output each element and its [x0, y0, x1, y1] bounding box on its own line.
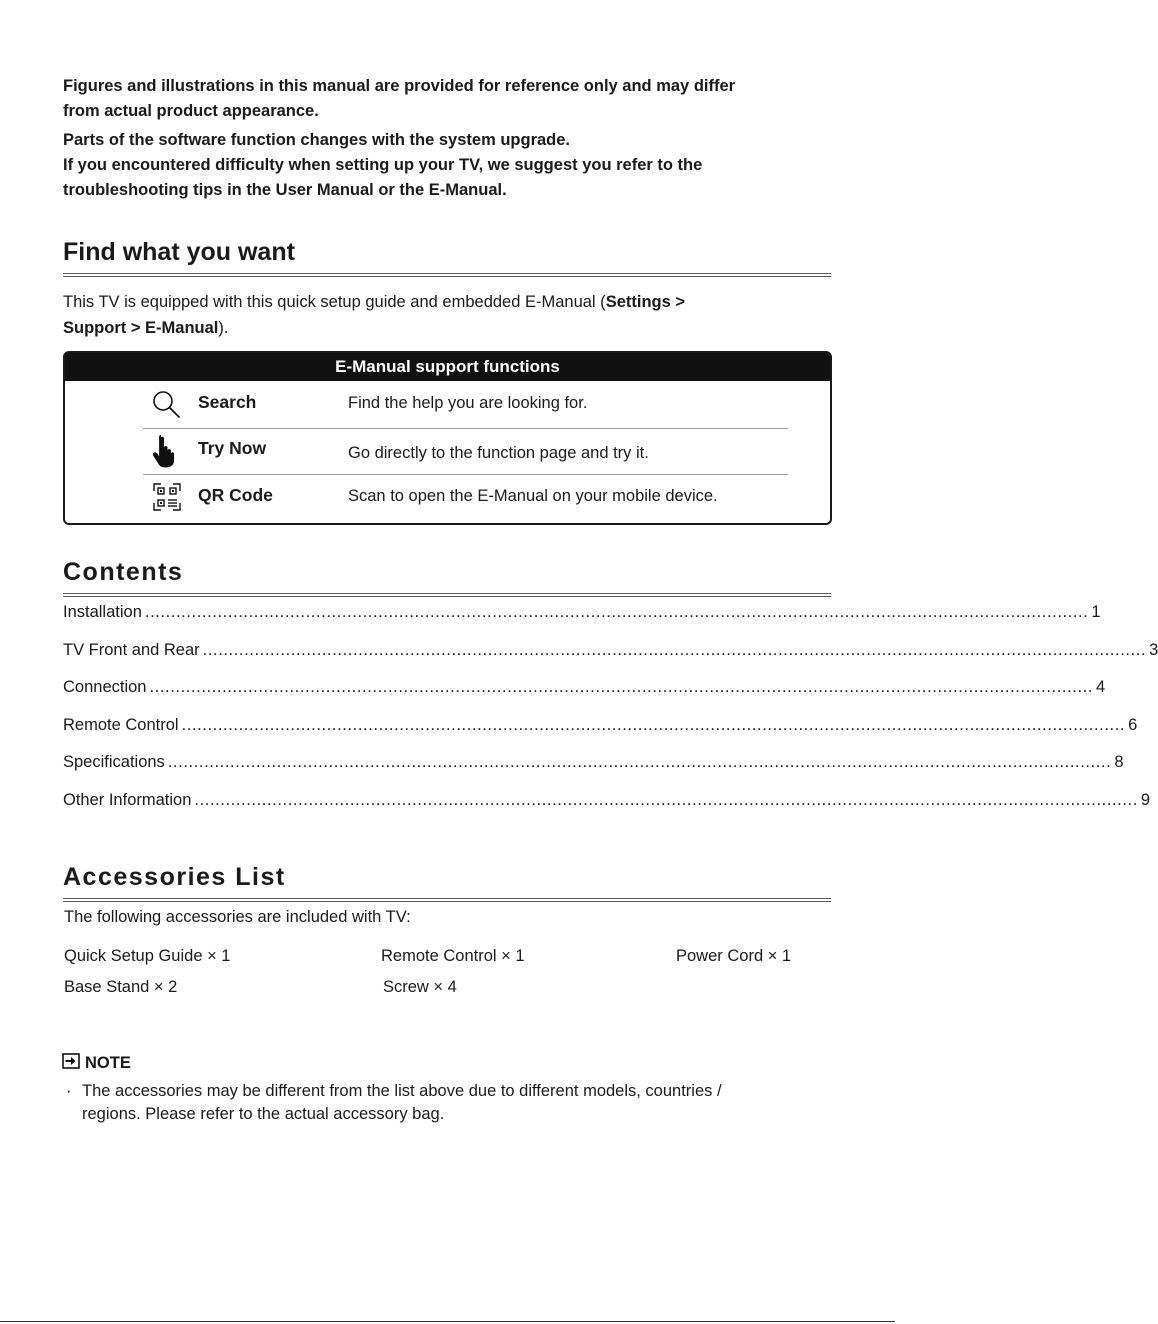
intro-block	[63, 74, 823, 203]
function-desc: Go directly to the function page and try it.	[348, 444, 649, 462]
accessory-item: Power Cord × 1	[676, 947, 792, 965]
function-desc: Find the help you are looking for.	[348, 394, 588, 412]
accessories-section-header	[63, 862, 831, 899]
toc-leader: ......................................................................................................................................................................................	[202, 640, 1147, 659]
find-section-header	[63, 237, 831, 274]
magnifier-icon	[151, 389, 183, 421]
function-desc: Scan to open the E-Manual on your mobile device.	[348, 487, 718, 505]
note-header	[62, 1053, 131, 1074]
pointing-hand-icon	[151, 435, 183, 467]
toc-entry[interactable]	[63, 715, 1138, 754]
accessories-heading: Accessories List	[63, 863, 286, 891]
contents-heading: Contents	[63, 558, 184, 586]
intro-line: troubleshooting tips in the User Manual or the E-Manual.	[63, 181, 507, 199]
toc-entry[interactable]	[63, 640, 1158, 679]
toc-page: 4	[1096, 678, 1106, 697]
page-bottom-rule	[0, 1321, 895, 1322]
function-row-try-now	[65, 429, 830, 475]
intro-line: If you encountered difficulty when setting up your TV, we suggest you refer to the	[63, 156, 703, 174]
toc-title: Specifications	[63, 753, 165, 772]
heading-rule	[63, 593, 831, 594]
function-name: Try Now	[198, 438, 267, 458]
accessories-intro: The following accessories are included with TV:	[64, 908, 411, 926]
find-lead	[63, 289, 823, 341]
function-row-qr-code	[65, 475, 830, 521]
toc-leader: ......................................................................................................................................................................................	[167, 753, 1112, 772]
toc-title: Connection	[63, 678, 147, 697]
note-text-line: The accessories may be different from the list above due to different models, countries /	[82, 1082, 722, 1100]
toc-title: Installation	[63, 603, 142, 621]
lead-path-2: Support > E-Manual	[63, 319, 219, 337]
function-name: QR Code	[198, 485, 273, 505]
toc-title: Remote Control	[63, 715, 179, 734]
toc-entry[interactable]	[63, 753, 1124, 791]
panel-title: E-Manual support functions	[65, 353, 830, 381]
toc-leader: ......................................................................................................................................................................................	[149, 678, 1094, 697]
toc-title: Other Information	[63, 790, 192, 809]
toc-page: 3	[1149, 640, 1158, 659]
emanual-functions-panel	[63, 351, 832, 525]
table-of-contents	[63, 603, 1158, 829]
toc-entry[interactable]	[63, 678, 1106, 716]
toc-leader: ......................................................................................................................................................................................	[144, 603, 1089, 621]
qr-code-icon	[151, 481, 183, 513]
bullet-mark: ·	[66, 1082, 72, 1100]
note-body	[64, 1080, 824, 1126]
heading-rule	[63, 273, 831, 274]
intro-line: Figures and illustrations in this manual are provided for reference only and may differ	[63, 77, 736, 95]
intro-line: Parts of the software function changes with the system upgrade.	[63, 131, 571, 149]
function-row-search	[65, 383, 830, 429]
toc-page: 1	[1091, 603, 1101, 621]
contents-section-header	[63, 557, 831, 594]
toc-page: 8	[1114, 753, 1124, 772]
toc-leader: ......................................................................................................................................................................................	[194, 790, 1138, 809]
note-label: NOTE	[85, 1054, 131, 1072]
toc-entry[interactable]	[63, 603, 1101, 641]
intro-line: from actual product appearance.	[63, 102, 319, 120]
toc-leader: ......................................................................................................................................................................................	[181, 715, 1126, 734]
accessory-item: Screw × 4	[383, 978, 457, 996]
toc-entry[interactable]	[63, 790, 1151, 829]
heading-rule	[63, 898, 831, 899]
toc-title: TV Front and Rear	[63, 640, 200, 659]
function-name: Search	[198, 392, 257, 412]
toc-page: 9	[1140, 790, 1151, 809]
accessory-item: Base Stand × 2	[64, 978, 178, 996]
accessory-item: Quick Setup Guide × 1	[64, 947, 231, 965]
note-icon	[62, 1053, 85, 1074]
lead-text: This TV is equipped with this quick setup guide and embedded E-Manual (	[63, 293, 606, 311]
lead-text-end: ).	[218, 319, 229, 337]
toc-page: 6	[1128, 715, 1138, 734]
lead-path-1: Settings >	[605, 293, 685, 311]
note-text-line: regions. Please refer to the actual accessory bag.	[82, 1105, 445, 1123]
find-heading: Find what you want	[63, 238, 295, 266]
accessory-item: Remote Control × 1	[381, 947, 525, 965]
